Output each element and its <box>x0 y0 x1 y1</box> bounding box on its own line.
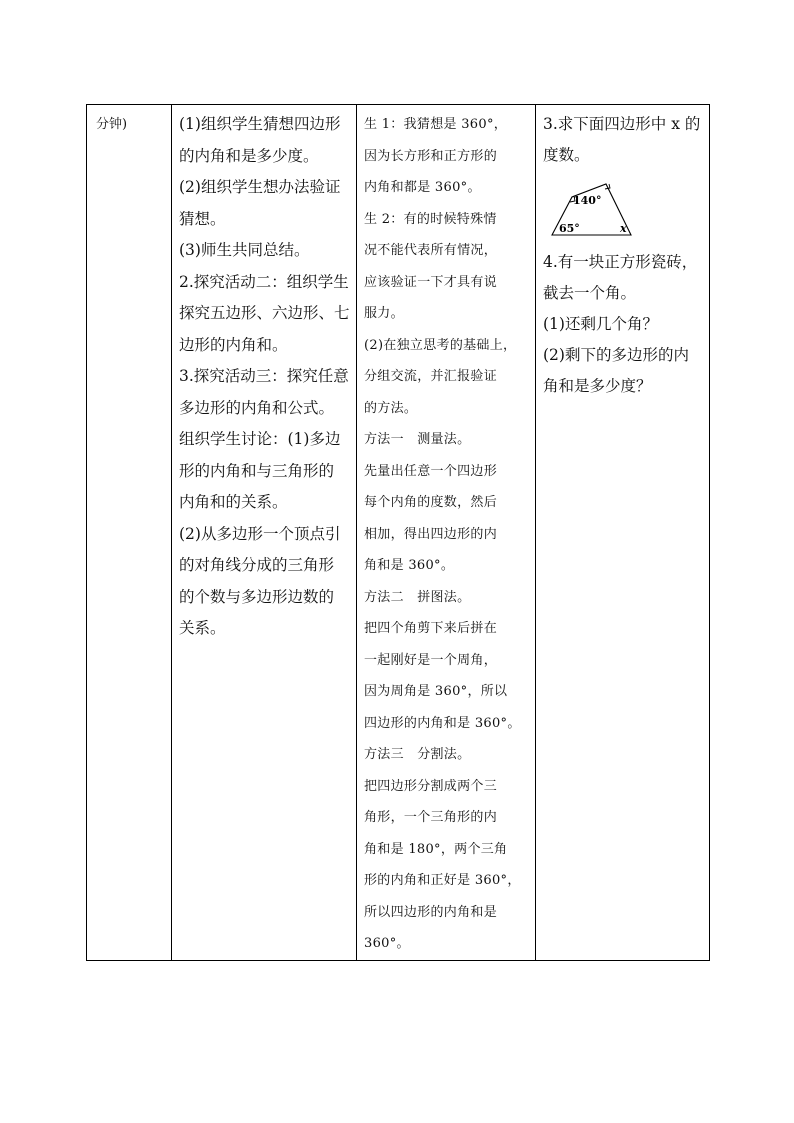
text-line: 生 2：有的时候特殊情 <box>364 211 497 227</box>
student-activity-cell <box>357 105 536 961</box>
text-line: (3)师生共同总结。 <box>179 241 310 259</box>
angle-label-x: x <box>620 222 627 235</box>
text-line: (1)还剩几个角？ <box>543 315 658 333</box>
text-line: 形的内角和与三角形的 <box>179 461 335 480</box>
text-line: 方法三 分割法。 <box>364 747 471 762</box>
teacher-activity-cell <box>172 105 357 961</box>
text-line: 截去一个角。 <box>543 284 637 302</box>
text-line: 应该验证一下才具有说 <box>364 274 498 290</box>
text-line: 4.有一块正方形瓷砖， <box>543 253 698 271</box>
col3-lines <box>357 105 535 960</box>
text-line: 的内角和是多少度。 <box>179 146 319 165</box>
lesson-table <box>86 104 710 961</box>
col1-lines <box>87 105 171 140</box>
text-line: 生 1：我猜想是 360°， <box>364 117 508 132</box>
text-line: 的对角线分成的三角形 <box>179 556 335 574</box>
text-line: 服力。 <box>364 306 404 321</box>
text-line: 因为长方形和正方形的 <box>364 148 498 164</box>
text-line: 角和是 180°，两个三角 <box>364 841 508 857</box>
text-line: 度数。 <box>543 146 590 164</box>
text-line: 每个内角的度数，然后 <box>364 495 498 510</box>
angle-label-65: 65° <box>559 222 580 235</box>
text-line: 3.探究活动三：探究任意 <box>179 367 349 385</box>
exercise-3-lines <box>543 109 703 171</box>
text-line: 边形的内角和。 <box>179 335 288 354</box>
text-line: 角和是多少度？ <box>543 377 652 395</box>
text-line: 3.求下面四边形中 x 的 <box>543 115 701 133</box>
text-line: 内角和的关系。 <box>179 493 288 511</box>
text-line: 关系。 <box>179 619 226 637</box>
text-line: 猜想。 <box>179 209 226 228</box>
text-line: 内角和都是 360°。 <box>364 180 481 195</box>
text-line: 探究五边形、六边形、七 <box>179 304 350 322</box>
text-line: 先量出任意一个四边形 <box>364 463 498 479</box>
text-line: 角和是 360°。 <box>364 558 455 573</box>
text-line: 所以四边形的内角和是 <box>364 904 498 920</box>
text-line: 2.探究活动二：组织学生 <box>179 272 349 291</box>
text-line: 分组交流，并汇报验证 <box>364 369 498 384</box>
text-line: 360°。 <box>364 936 410 951</box>
text-line: (2)在独立思考的基础上， <box>364 337 517 353</box>
text-line: 形的内角和正好是 360°， <box>364 873 521 888</box>
text-line: (1)组织学生猜想四边形 <box>179 115 341 133</box>
text-line: 组织学生讨论：(1)多边 <box>179 430 341 448</box>
text-line: 分钟) <box>96 117 128 132</box>
text-line: (2)剩下的多边形的内 <box>543 346 689 364</box>
exercise-4-lines <box>543 247 703 402</box>
table-row <box>87 105 710 961</box>
exercise-cell <box>536 105 710 961</box>
text-line: 方法二 拼图法。 <box>364 589 471 605</box>
col2-lines <box>172 105 356 645</box>
text-line: 的个数与多边形边数的 <box>179 587 335 606</box>
text-line: 相加，得出四边形的内 <box>364 526 498 542</box>
quadrilateral-figure <box>549 177 639 239</box>
text-line: (2)组织学生想办法验证 <box>179 178 341 196</box>
text-line: 方法一 测量法。 <box>364 432 471 447</box>
time-column-cell <box>87 105 172 961</box>
text-line: 的方法。 <box>364 400 418 416</box>
text-line: 况不能代表所有情况， <box>364 243 498 258</box>
text-line: 一起刚好是一个周角， <box>364 652 498 668</box>
text-line: 四边形的内角和是 360°。 <box>364 715 521 731</box>
angle-label-140: 140° <box>573 194 602 207</box>
text-line: 把四边形分割成两个三 <box>364 778 498 794</box>
text-line: 角形，一个三角形的内 <box>364 810 498 825</box>
text-line: (2)从多边形一个顶点引 <box>179 524 341 543</box>
text-line: 把四个角剪下来后拼在 <box>364 621 498 636</box>
text-line: 因为周角是 360°，所以 <box>364 684 508 699</box>
text-line: 多边形的内角和公式。 <box>179 398 335 417</box>
